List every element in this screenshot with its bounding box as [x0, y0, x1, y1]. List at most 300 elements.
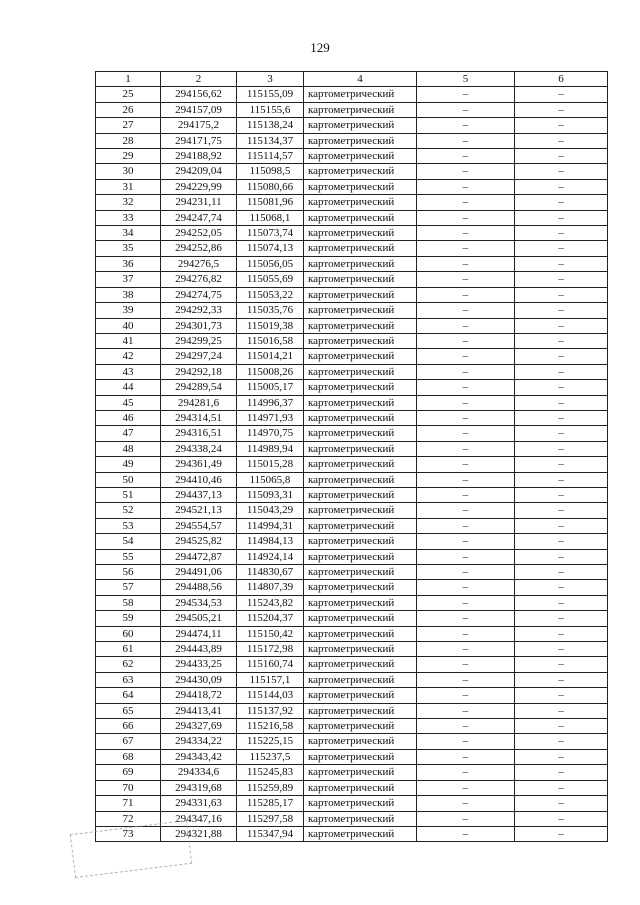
- table-cell: картометрический: [304, 472, 417, 487]
- table-cell: картометрический: [304, 826, 417, 841]
- table-cell: –: [417, 518, 515, 533]
- table-row: [96, 626, 608, 641]
- table-cell: картометрический: [304, 441, 417, 456]
- table-cell: –: [515, 349, 608, 364]
- table-cell: 68: [96, 749, 161, 764]
- table-cell: картометрический: [304, 688, 417, 703]
- table-cell: –: [515, 333, 608, 348]
- table-cell: 48: [96, 441, 161, 456]
- table-cell: –: [515, 303, 608, 318]
- table-cell: 115080,66: [237, 179, 304, 194]
- table-cell: 294343,42: [161, 749, 237, 764]
- table-cell: –: [515, 149, 608, 164]
- table-cell: –: [515, 318, 608, 333]
- table-cell: картометрический: [304, 595, 417, 610]
- table-cell: 115297,58: [237, 811, 304, 826]
- table-cell: –: [515, 426, 608, 441]
- table-cell: –: [417, 426, 515, 441]
- table-cell: 41: [96, 333, 161, 348]
- table-row: [96, 472, 608, 487]
- table-cell: 73: [96, 826, 161, 841]
- table-cell: картометрический: [304, 611, 417, 626]
- table-cell: 115144,03: [237, 688, 304, 703]
- table-cell: 115053,22: [237, 287, 304, 302]
- table-cell: 38: [96, 287, 161, 302]
- table-cell: картометрический: [304, 765, 417, 780]
- table-cell: 115245,83: [237, 765, 304, 780]
- table-cell: 294157,09: [161, 102, 237, 117]
- table-cell: –: [515, 626, 608, 641]
- table-row: [96, 395, 608, 410]
- table-row: [96, 318, 608, 333]
- table-cell: 56: [96, 565, 161, 580]
- table-cell: –: [417, 226, 515, 241]
- table-cell: картометрический: [304, 87, 417, 102]
- table-cell: 294171,75: [161, 133, 237, 148]
- table-row: [96, 195, 608, 210]
- table-cell: картометрический: [304, 210, 417, 225]
- table-cell: картометрический: [304, 672, 417, 687]
- table-row: [96, 657, 608, 672]
- table-cell: –: [417, 333, 515, 348]
- table-cell: 115074,13: [237, 241, 304, 256]
- table-cell: 114971,93: [237, 410, 304, 425]
- table-cell: –: [417, 179, 515, 194]
- table-cell: 294229,99: [161, 179, 237, 194]
- table-row: [96, 364, 608, 379]
- table-row: [96, 549, 608, 564]
- table-cell: 294231,11: [161, 195, 237, 210]
- table-cell: картометрический: [304, 703, 417, 718]
- table-cell: 294321,88: [161, 826, 237, 841]
- table-cell: 294247,74: [161, 210, 237, 225]
- table-cell: –: [515, 642, 608, 657]
- table-cell: 43: [96, 364, 161, 379]
- table-cell: 52: [96, 503, 161, 518]
- table-cell: –: [515, 210, 608, 225]
- table-cell: картометрический: [304, 102, 417, 117]
- table-cell: 294491,06: [161, 565, 237, 580]
- table-cell: –: [515, 87, 608, 102]
- table-cell: –: [417, 364, 515, 379]
- table-cell: 58: [96, 595, 161, 610]
- table-cell: –: [417, 410, 515, 425]
- table-cell: –: [417, 811, 515, 826]
- table-row: [96, 380, 608, 395]
- table-row: [96, 133, 608, 148]
- table-cell: 115138,24: [237, 118, 304, 133]
- table-cell: картометрический: [304, 179, 417, 194]
- table-row: [96, 780, 608, 795]
- table-cell: 115015,28: [237, 457, 304, 472]
- table-cell: 294334,22: [161, 734, 237, 749]
- table-cell: 61: [96, 642, 161, 657]
- table-cell: –: [417, 487, 515, 502]
- table-cell: –: [515, 672, 608, 687]
- table-cell: –: [417, 672, 515, 687]
- table-row: [96, 256, 608, 271]
- table-cell: 44: [96, 380, 161, 395]
- table-cell: картометрический: [304, 241, 417, 256]
- table-cell: –: [515, 749, 608, 764]
- table-cell: картометрический: [304, 333, 417, 348]
- table-cell: –: [417, 549, 515, 564]
- table-cell: картометрический: [304, 256, 417, 271]
- table-cell: 115225,15: [237, 734, 304, 749]
- table-cell: –: [417, 195, 515, 210]
- table-row: [96, 118, 608, 133]
- table-cell: картометрический: [304, 426, 417, 441]
- table-cell: –: [515, 287, 608, 302]
- table-cell: 32: [96, 195, 161, 210]
- table-cell: –: [515, 826, 608, 841]
- table-row: [96, 518, 608, 533]
- table-cell: –: [417, 826, 515, 841]
- table-row: [96, 226, 608, 241]
- table-cell: 28: [96, 133, 161, 148]
- table-cell: картометрический: [304, 195, 417, 210]
- table-cell: 294209,04: [161, 164, 237, 179]
- table-row: [96, 272, 608, 287]
- table-cell: 45: [96, 395, 161, 410]
- table-cell: картометрический: [304, 642, 417, 657]
- table-cell: 294534,53: [161, 595, 237, 610]
- table-cell: картометрический: [304, 118, 417, 133]
- table-cell: 294299,25: [161, 333, 237, 348]
- table-row: [96, 703, 608, 718]
- table-cell: 294292,33: [161, 303, 237, 318]
- table-cell: 294281,6: [161, 395, 237, 410]
- table-row: [96, 487, 608, 502]
- table-row: [96, 749, 608, 764]
- table-cell: –: [515, 441, 608, 456]
- table-row: [96, 672, 608, 687]
- table-cell: 114996,37: [237, 395, 304, 410]
- table-cell: –: [417, 441, 515, 456]
- table-cell: 114830,67: [237, 565, 304, 580]
- table-cell: картометрический: [304, 780, 417, 795]
- table-header-row: [96, 72, 608, 87]
- table-cell: –: [417, 272, 515, 287]
- table-cell: –: [515, 611, 608, 626]
- table-cell: –: [515, 595, 608, 610]
- table-row: [96, 179, 608, 194]
- table-cell: 115081,96: [237, 195, 304, 210]
- table-cell: –: [417, 210, 515, 225]
- table-cell: 27: [96, 118, 161, 133]
- table-cell: картометрический: [304, 226, 417, 241]
- table-cell: –: [417, 472, 515, 487]
- table-cell: 115155,6: [237, 102, 304, 117]
- table-cell: –: [515, 703, 608, 718]
- table-cell: 294488,56: [161, 580, 237, 595]
- table-cell: 294474,11: [161, 626, 237, 641]
- table-cell: –: [515, 796, 608, 811]
- table-body: [96, 87, 608, 842]
- table-cell: 115014,21: [237, 349, 304, 364]
- table-cell: картометрический: [304, 580, 417, 595]
- table-cell: 115150,42: [237, 626, 304, 641]
- table-cell: картометрический: [304, 657, 417, 672]
- table-cell: 294554,57: [161, 518, 237, 533]
- table-cell: –: [417, 749, 515, 764]
- table-cell: 294188,92: [161, 149, 237, 164]
- table-row: [96, 580, 608, 595]
- table-cell: 115068,1: [237, 210, 304, 225]
- table-cell: 294319,68: [161, 780, 237, 795]
- table-cell: 115043,29: [237, 503, 304, 518]
- table-cell: –: [515, 226, 608, 241]
- table-cell: –: [515, 272, 608, 287]
- table-cell: 115172,98: [237, 642, 304, 657]
- table-row: [96, 565, 608, 580]
- table-cell: –: [515, 380, 608, 395]
- table-row: [96, 765, 608, 780]
- table-cell: –: [515, 503, 608, 518]
- table-cell: 115005,17: [237, 380, 304, 395]
- table-cell: 69: [96, 765, 161, 780]
- table-cell: –: [417, 503, 515, 518]
- table-cell: 115008,26: [237, 364, 304, 379]
- table-cell: картометрический: [304, 318, 417, 333]
- table-cell: картометрический: [304, 303, 417, 318]
- table-cell: картометрический: [304, 487, 417, 502]
- table-cell: 115093,31: [237, 487, 304, 502]
- table-cell: 115347,94: [237, 826, 304, 841]
- table-cell: картометрический: [304, 749, 417, 764]
- table-cell: –: [417, 149, 515, 164]
- table-cell: 35: [96, 241, 161, 256]
- table-row: [96, 241, 608, 256]
- table-row: [96, 87, 608, 102]
- table-cell: 115243,82: [237, 595, 304, 610]
- table-cell: –: [417, 118, 515, 133]
- column-header: 6: [515, 72, 608, 87]
- table-cell: 64: [96, 688, 161, 703]
- table-cell: 54: [96, 534, 161, 549]
- table-cell: 294361,49: [161, 457, 237, 472]
- table-cell: –: [417, 688, 515, 703]
- table-cell: 294327,69: [161, 719, 237, 734]
- table-row: [96, 688, 608, 703]
- table-row: [96, 595, 608, 610]
- table-cell: картометрический: [304, 164, 417, 179]
- table-row: [96, 287, 608, 302]
- table-cell: 115134,37: [237, 133, 304, 148]
- table-cell: –: [515, 179, 608, 194]
- table-cell: 294418,72: [161, 688, 237, 703]
- table-cell: 114807,39: [237, 580, 304, 595]
- table-cell: –: [515, 811, 608, 826]
- table-cell: 115160,74: [237, 657, 304, 672]
- table-cell: –: [417, 657, 515, 672]
- table-cell: –: [515, 487, 608, 502]
- table-cell: картометрический: [304, 410, 417, 425]
- table-cell: –: [515, 549, 608, 564]
- table-cell: 294331,63: [161, 796, 237, 811]
- table-cell: картометрический: [304, 626, 417, 641]
- table-cell: картометрический: [304, 549, 417, 564]
- copy-stamp: [70, 820, 192, 878]
- table-cell: –: [515, 534, 608, 549]
- table-cell: картометрический: [304, 133, 417, 148]
- table-row: [96, 441, 608, 456]
- table-row: [96, 303, 608, 318]
- table-cell: 37: [96, 272, 161, 287]
- table-cell: 29: [96, 149, 161, 164]
- table-cell: 294433,25: [161, 657, 237, 672]
- table-cell: картометрический: [304, 734, 417, 749]
- table-cell: 67: [96, 734, 161, 749]
- table-cell: –: [515, 688, 608, 703]
- table-row: [96, 611, 608, 626]
- table-cell: 115098,5: [237, 164, 304, 179]
- table-cell: 70: [96, 780, 161, 795]
- table-cell: –: [515, 395, 608, 410]
- table-row: [96, 642, 608, 657]
- table-row: [96, 734, 608, 749]
- table-cell: 51: [96, 487, 161, 502]
- table-cell: –: [417, 611, 515, 626]
- table-row: [96, 164, 608, 179]
- table-row: [96, 534, 608, 549]
- column-header: 3: [237, 72, 304, 87]
- table-cell: 294505,21: [161, 611, 237, 626]
- table-cell: картометрический: [304, 796, 417, 811]
- table-cell: 66: [96, 719, 161, 734]
- table-cell: –: [417, 595, 515, 610]
- table-cell: –: [515, 195, 608, 210]
- table-cell: –: [515, 410, 608, 425]
- table-cell: –: [515, 518, 608, 533]
- table-cell: –: [417, 87, 515, 102]
- table-row: [96, 410, 608, 425]
- table-cell: картометрический: [304, 457, 417, 472]
- table-cell: 294276,82: [161, 272, 237, 287]
- table-cell: –: [515, 164, 608, 179]
- table-cell: –: [417, 719, 515, 734]
- table-cell: 31: [96, 179, 161, 194]
- table-cell: 115065,8: [237, 472, 304, 487]
- table-row: [96, 102, 608, 117]
- table-row: [96, 719, 608, 734]
- table-cell: 294472,87: [161, 549, 237, 564]
- table-cell: –: [417, 133, 515, 148]
- table-cell: –: [417, 765, 515, 780]
- table-cell: –: [417, 102, 515, 117]
- table-cell: 294276,5: [161, 256, 237, 271]
- table-row: [96, 210, 608, 225]
- table-cell: –: [417, 626, 515, 641]
- table-cell: –: [417, 580, 515, 595]
- table-row: [96, 149, 608, 164]
- column-header: 4: [304, 72, 417, 87]
- table-cell: 294430,09: [161, 672, 237, 687]
- table-cell: 294443,89: [161, 642, 237, 657]
- table-cell: картометрический: [304, 395, 417, 410]
- table-cell: 294413,41: [161, 703, 237, 718]
- table-cell: –: [417, 734, 515, 749]
- table-cell: 294338,24: [161, 441, 237, 456]
- table-cell: –: [417, 241, 515, 256]
- table-cell: –: [515, 734, 608, 749]
- table-cell: –: [417, 796, 515, 811]
- table-cell: 294274,75: [161, 287, 237, 302]
- table-cell: 294525,82: [161, 534, 237, 549]
- table-cell: картометрический: [304, 534, 417, 549]
- table-cell: –: [515, 256, 608, 271]
- table-cell: –: [417, 303, 515, 318]
- table-cell: –: [417, 164, 515, 179]
- table-cell: 53: [96, 518, 161, 533]
- table-cell: –: [515, 241, 608, 256]
- table-cell: 294521,13: [161, 503, 237, 518]
- table-cell: 39: [96, 303, 161, 318]
- table-cell: –: [515, 657, 608, 672]
- table-cell: –: [515, 133, 608, 148]
- table-row: [96, 503, 608, 518]
- table-cell: 25: [96, 87, 161, 102]
- table-cell: 115157,1: [237, 672, 304, 687]
- table-cell: 72: [96, 811, 161, 826]
- table-cell: 47: [96, 426, 161, 441]
- table-cell: 114994,31: [237, 518, 304, 533]
- table-cell: картометрический: [304, 565, 417, 580]
- table-cell: –: [515, 457, 608, 472]
- table-cell: 115285,17: [237, 796, 304, 811]
- table-cell: 294316,51: [161, 426, 237, 441]
- table-cell: 115216,58: [237, 719, 304, 734]
- table-cell: картометрический: [304, 503, 417, 518]
- table-cell: –: [417, 395, 515, 410]
- table-cell: 115056,05: [237, 256, 304, 271]
- table-cell: 294292,18: [161, 364, 237, 379]
- table-cell: 294301,73: [161, 318, 237, 333]
- table-cell: 114970,75: [237, 426, 304, 441]
- table-cell: 294156,62: [161, 87, 237, 102]
- table-cell: –: [417, 349, 515, 364]
- table-cell: картометрический: [304, 811, 417, 826]
- table-cell: –: [515, 364, 608, 379]
- table-cell: –: [417, 703, 515, 718]
- table-cell: –: [515, 565, 608, 580]
- table-cell: 294252,86: [161, 241, 237, 256]
- table-cell: 115016,58: [237, 333, 304, 348]
- table-cell: –: [417, 380, 515, 395]
- table-cell: 294289,54: [161, 380, 237, 395]
- table-cell: 115035,76: [237, 303, 304, 318]
- table-row: [96, 349, 608, 364]
- table-cell: 55: [96, 549, 161, 564]
- table-cell: картометрический: [304, 287, 417, 302]
- table-cell: 63: [96, 672, 161, 687]
- table-cell: 115055,69: [237, 272, 304, 287]
- table-cell: 30: [96, 164, 161, 179]
- column-header: 1: [96, 72, 161, 87]
- table-cell: 114984,13: [237, 534, 304, 549]
- table-cell: 49: [96, 457, 161, 472]
- table-cell: –: [515, 102, 608, 117]
- table-cell: 115073,74: [237, 226, 304, 241]
- table-cell: 115259,89: [237, 780, 304, 795]
- table-cell: 36: [96, 256, 161, 271]
- table-cell: –: [417, 565, 515, 580]
- table-cell: 46: [96, 410, 161, 425]
- table-cell: 294334,6: [161, 765, 237, 780]
- table-cell: 114989,94: [237, 441, 304, 456]
- table-cell: 115114,57: [237, 149, 304, 164]
- column-header: 5: [417, 72, 515, 87]
